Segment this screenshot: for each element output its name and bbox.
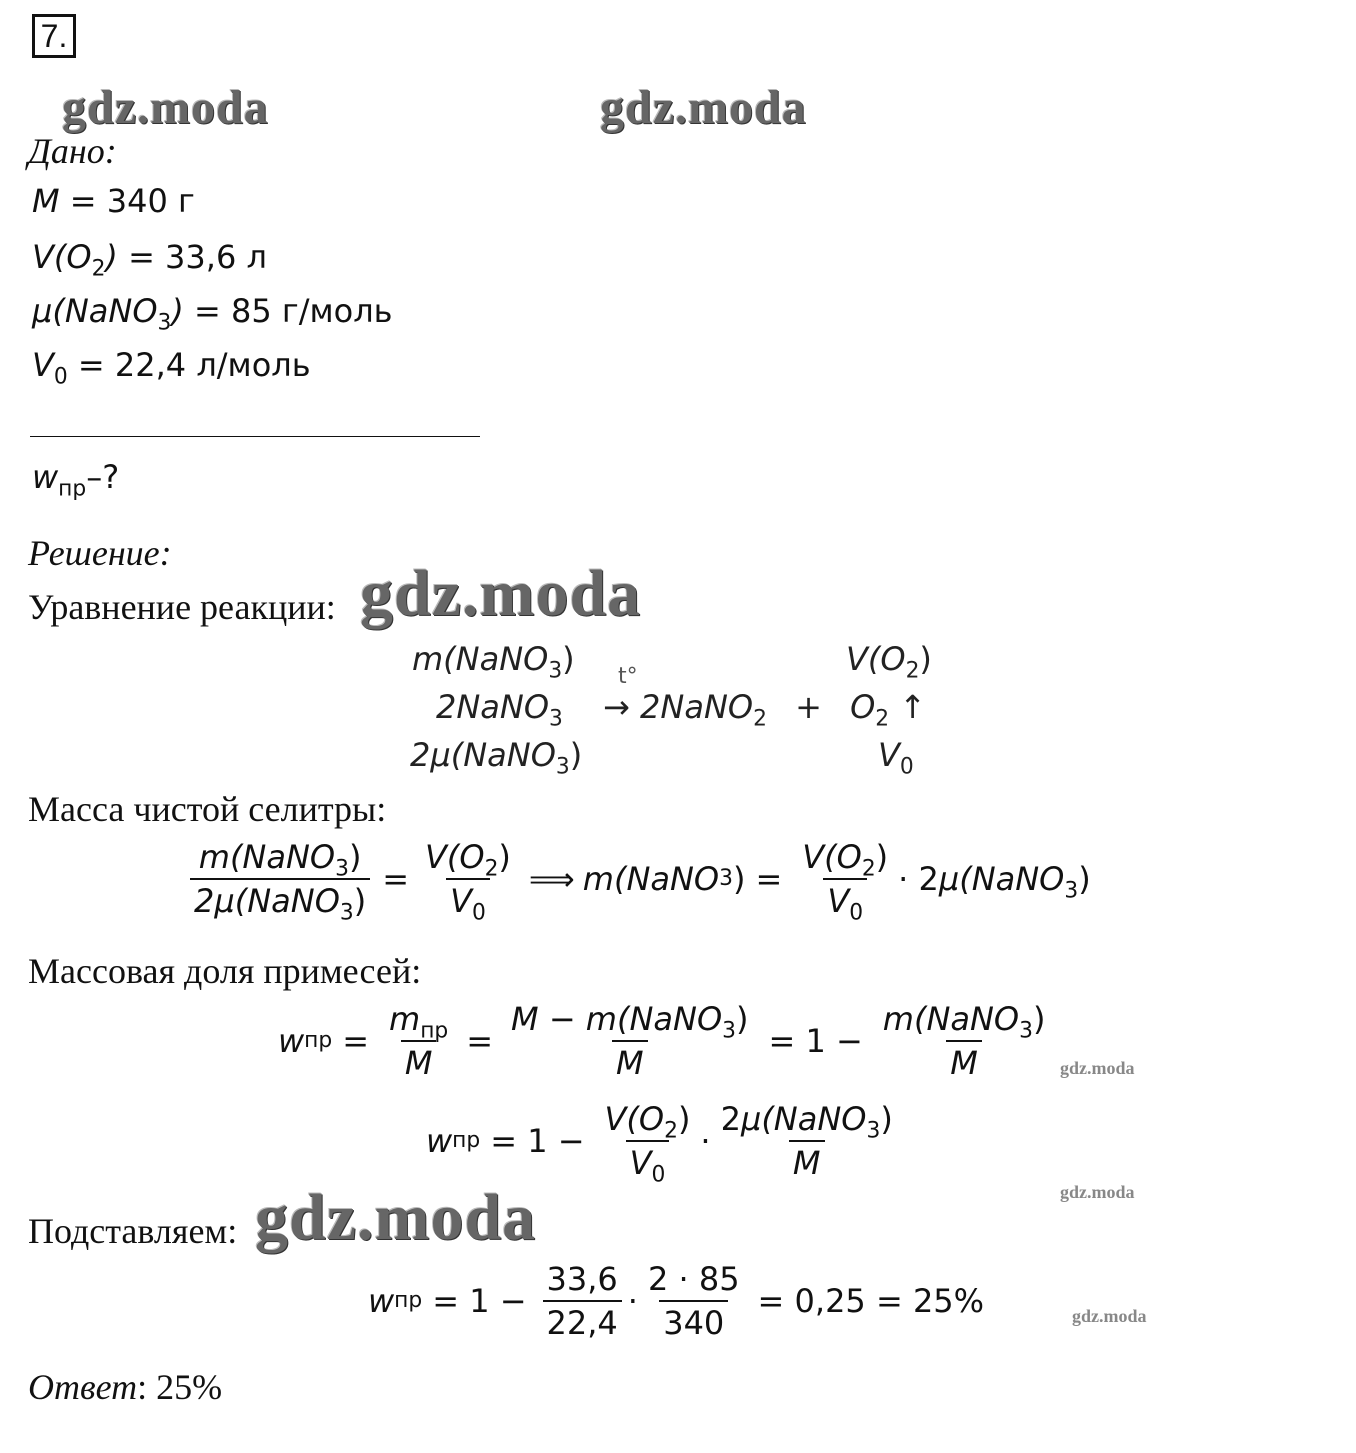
watermark-logo: gdz.moda [255,1181,537,1254]
solution-heading: Решение: [28,533,172,573]
answer-line: Ответ: 25% [28,1367,223,1407]
watermark-logo: gdz.moda [600,81,807,134]
watermark-small: gdz.moda [1072,1306,1147,1326]
reaction-label: Уравнение реакции: [28,587,336,627]
given-line-molar-mass: μ(NaNO$_3$) = 85 г/моль [32,292,393,336]
reaction-condition: t° [618,664,638,689]
problem-number: 7. [32,14,76,58]
reaction-bottom-right: $V_0$ [878,736,914,780]
reaction-top-right: $V(O_2)$ [846,640,932,684]
substitute-label: Подставляем: [28,1211,238,1251]
impurity-formula-expanded: w пр = 1 − $\frac{V(O_2)}{V_0}$ · $\frac{2\mu(NaNO_3)}{M}$ [426,1100,893,1188]
reaction-top-left: m(NaNO$_3$) [412,640,575,684]
substitute-formula: w пр = 1 − $\frac{33,6}{22,4}$ · $\frac{2 \cdot 85}{340}$ = 0,25 = 25% [368,1260,985,1342]
watermark-small: gdz.moda [1060,1058,1135,1078]
pure-mass-formula: $\frac{m(NaNO_3)}{2\mu(NaNO_3)}$ = $\frac{V(O_2)}{V_0}$ ⟹ m(NaNO 3 ) = $\frac{V(O_2)}{V_0}$ · 2μ(NaNO$_3$) [184,838,1091,920]
given-line-mass: M = 340 г [32,182,195,220]
divider-line [30,436,480,437]
pure-mass-label: Масса чистой селитры: [28,789,387,829]
given-line-molar-volume: $V_0 = 22,4$ л/моль [32,346,311,390]
reaction-equation: 2NaNO$_3$ → 2NaNO$_2$ + $O_2$ ↑ [436,688,927,732]
impurity-label: Массовая доля примесей: [28,951,422,991]
watermark-logo: gdz.moda [62,81,269,134]
watermark-small: gdz.moda [1060,1182,1135,1202]
impurity-formula: w пр = $\frac{m_{пр}}{M}$ = $\frac{M - m(NaNO_3)}{M}$ = 1 − $\frac{m(NaNO_3)}{M}$ [278,1000,1046,1082]
reaction-bottom-left: 2μ(NaNO$_3$) [410,736,583,780]
find-line: $w_{пр}-$? [32,458,120,502]
watermark-logo: gdz.moda [360,557,642,630]
given-line-volume: $V(O_2) = 33,6$ л [32,238,267,282]
given-heading: Дано: [28,131,117,171]
